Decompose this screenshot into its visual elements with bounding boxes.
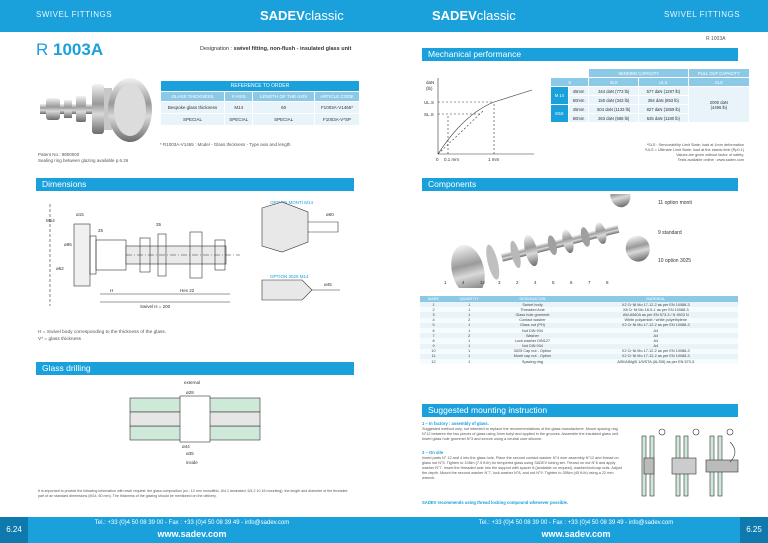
designation-label: Designation : [200, 46, 233, 52]
perf-cell: 150 daN (343 lb) [589, 96, 638, 105]
chart-y-unit: daN [426, 80, 435, 85]
comp-cell: Contact washer [491, 318, 573, 323]
mount-step2-title: 2 – On site [422, 450, 444, 455]
dimensions-drawing [40, 196, 356, 324]
comp-cell: 3025 Cap nut - Option [491, 349, 573, 354]
perf-cell: 263 daN (588 lb) [589, 114, 638, 123]
dim-label: 25 [98, 228, 104, 233]
designation [200, 46, 351, 52]
perf-note: Tests available online : www.sadev.com [677, 158, 744, 162]
comp-num: 3 [498, 280, 501, 285]
chart-uls-label: UL.S [424, 100, 435, 105]
comp-cell: AW-6060A as per EN 573-3 / N 4503 N [574, 312, 738, 317]
dim-label: ø45 [324, 282, 332, 287]
comp-cell: X8 Cr Ni Mo 18-5-1 as per EN 10088-3 [574, 307, 738, 312]
dimensions-section-bar: Dimensions [36, 178, 354, 191]
comp-cell: 1 [447, 307, 491, 312]
comp-col-mark: MARK [420, 296, 447, 302]
mount-step2-text: Insert parts N° 12 and 4 into the glass hole. Place the second contact washer N°4 over assembly N°12 and thread on glass nut N°5. Tighten to 10Nm (7.5 ft.lb) for tempered glass using SADEV tubing set. Thread on nut N°6 and apply washer N°7. Insert the threaded axle into the support with spacer 8 (available on request), washer/lock/cap nuts. Adjust the depth. Mount the second washer N°7, lock washer N°8, and nut N°9. Tighten to 35Nm (45 ft.lb) using a 22 mm wrench. [422, 456, 622, 480]
comp-col-qty: QUANTITY [447, 296, 491, 302]
pullout-value: 2000 daN [709, 99, 728, 105]
dim-label: H [110, 288, 114, 293]
comp-cell: White polyamide / white polyethylene [574, 318, 738, 323]
designation-value: swivel fitting, non-flush - insulated glass unit [233, 46, 352, 52]
chart-sls-label: SL.S [424, 112, 434, 117]
comp-cell: Swivel body [491, 302, 573, 307]
right-top-bar [384, 0, 768, 32]
left-top-bar [0, 0, 384, 32]
perf-sub: S [551, 78, 589, 87]
mount-step1-title: 1 – In factory : assembly of glass. [422, 421, 489, 426]
perf-cell: 45mm [568, 105, 589, 114]
comp-cell: A4 [574, 328, 738, 333]
brand-logo [432, 8, 516, 23]
comp-cell: 1 [447, 323, 491, 328]
perf-note: *ULS = Ultimate Limit State: load at the elastic limit (Rp0.1) [644, 148, 744, 152]
ref-code: R 1003A [706, 36, 726, 42]
perf-cell: M16 [551, 105, 569, 123]
drill-label: external [184, 380, 201, 385]
chart-x-tick2: 1 mm [488, 157, 500, 162]
ref-col-code: ARTICLE CODE [314, 92, 359, 102]
brand-bold: SADEV [260, 8, 305, 23]
comp-cell: Lock washer DIN127 [491, 338, 573, 343]
comp-cell: A4 [574, 333, 738, 338]
comp-cell: A4 [574, 338, 738, 343]
ref-cell: M14 [225, 102, 253, 114]
comp-cell: 4 [420, 318, 447, 323]
right-page [384, 0, 768, 543]
dim-label: Swivel H = 200 [140, 304, 171, 309]
comp-cell: 2 [420, 307, 447, 312]
perf-pullout-cell [688, 87, 749, 123]
comp-num: 6 [570, 280, 573, 285]
perf-cell: 45mm [568, 87, 589, 96]
website-link[interactable]: www.sadev.com [157, 529, 227, 539]
sealing-note: Sealing ring between glazing available p.6.26 [38, 158, 129, 163]
comp-cell: 7 [420, 333, 447, 338]
comp-num: 2 [516, 280, 519, 285]
comp-label-3025: 10 option 3025 [658, 258, 692, 264]
comp-cell: 1 [447, 328, 491, 333]
website-link[interactable]: www.sadev.com [541, 529, 611, 539]
comp-cell: 1 [447, 338, 491, 343]
dim-label: 35 [156, 222, 162, 227]
performance-table [550, 68, 750, 123]
reference-table [160, 80, 360, 126]
product-title [36, 40, 103, 60]
comp-label-standard: 9 standard [658, 230, 682, 236]
contact-line: Tel.: +33 (0)4 50 08 39 00 - Fax : +33 (0)4 50 08 39 49 - info@sadev.com [94, 520, 290, 526]
title-prefix: R [36, 40, 49, 59]
perf-sub: SLS [589, 78, 638, 87]
perf-cell: 504 daN (1133 lb) [589, 105, 638, 114]
comp-cell: 1 [447, 344, 491, 349]
drill-label: ø28 [186, 390, 194, 395]
ref-cell: SPECIAL [225, 114, 253, 126]
bottom-note: It is important to provide the following information with each request: the glass composition (ex.: 10 mm monolithic, 6/4.1 laminated, 6/4.2 10 16 mounting), the length and diameter of the threaded part of an standard dimensions (M14, 60 mm). The thickness of the glazing should be mentioned on the delivery. [38, 489, 348, 498]
comp-cell: X2 Cr Ni Mo 17-12-2 as per EN 10088-3 [574, 354, 738, 359]
mounting-section-bar: Suggested mounting instruction [422, 404, 738, 417]
title-number: 1003A [53, 40, 104, 59]
perf-note: Values are given without factor of safety. [676, 153, 744, 157]
comp-cell: Washer [491, 333, 573, 338]
chart-y-unit2: (lb) [426, 86, 433, 91]
perf-cell: 384 daN (853 lb) [638, 96, 688, 105]
ref-cell: F1003A-V1465* [314, 102, 359, 114]
option-monti-label: OPTION MONTI M14 [270, 200, 314, 205]
perf-empty [551, 69, 589, 78]
components-table-body [420, 302, 738, 364]
option-3025-label: OPTION 3025 M14 [270, 274, 309, 279]
glass-drilling-section-bar: Glass drilling [36, 362, 354, 375]
drill-label: ø35 [186, 451, 194, 456]
comp-cell: 11 [420, 354, 447, 359]
pullout-lb: (4496 lb) [710, 104, 728, 110]
chart-x-origin: 0 [436, 157, 439, 162]
ref-cell: Bespoke glass thickness [161, 102, 225, 114]
perf-sub: SLS [688, 78, 749, 87]
table-row [420, 359, 738, 364]
mount-recommend: SADEV recommends using thread locking compound whenever possible. [422, 500, 569, 505]
comp-cell: A4 [574, 344, 738, 349]
comp-cell: 1 [447, 302, 491, 307]
comp-cell: Glass nut (PH) [491, 323, 573, 328]
page-number: 6.24 [0, 517, 28, 543]
perf-cell: M 14 [551, 87, 569, 105]
dim-label: ø85 [64, 242, 72, 247]
page-number: 6.25 [740, 517, 768, 543]
perf-cell: 60mm [568, 114, 589, 123]
comp-cell: 1 [447, 354, 491, 359]
product-photo [38, 74, 156, 146]
comp-cell: Monti cap nut - Option [491, 354, 573, 359]
chart-x-tick1: 0.1 mm [444, 157, 460, 162]
right-bottom-bar [384, 517, 768, 543]
section-label: SWIVEL FITTINGS [664, 10, 741, 19]
table-row [161, 114, 360, 126]
comp-cell: X2 Cr Ni Mo 17-12-2 as per EN 10088-3 [574, 349, 738, 354]
comp-num: 7 [588, 280, 591, 285]
ref-col-axis: # AXIS [225, 92, 253, 102]
glass-drilling-drawing [120, 376, 270, 468]
comp-col-designation: DESIGNATION [491, 296, 573, 302]
dim-label: ø60 [326, 212, 334, 217]
perf-sub: ULS [638, 78, 688, 87]
ref-col-length: LENGTH OF THE AXIS [253, 92, 315, 102]
perf-head-pullout: PULL OUT CAPACITY [688, 69, 749, 78]
comp-col-material: MATERIAL [574, 296, 738, 302]
comp-num: 8 [606, 280, 609, 285]
perf-cell: 827 daN (1859 lb) [638, 105, 688, 114]
comp-cell: 3 [420, 312, 447, 317]
comp-cell: Nut DIN 934 [491, 344, 573, 349]
comp-cell: Spacing ring [491, 359, 573, 364]
load-deformation-chart [424, 74, 544, 162]
ref-cell: SPECIAL [253, 114, 315, 126]
comp-cell: 2 [447, 318, 491, 323]
comp-num: 4 [462, 280, 465, 285]
patent-note: Patent No.: 9800000 [38, 152, 80, 157]
comp-num: 12 [480, 280, 486, 285]
comp-num: 5 [552, 280, 555, 285]
comp-cell: Glass hole grommet [491, 312, 573, 317]
comp-cell: 12 [420, 359, 447, 364]
ref-cell: F1003A-V*SP [314, 114, 359, 126]
perf-cell: 344 daN (773 lb) [589, 87, 638, 96]
drill-label: ø44 [182, 444, 190, 449]
comp-cell: 9 [420, 344, 447, 349]
comp-cell: 1 [447, 359, 491, 364]
comp-cell: 1 [447, 349, 491, 354]
comp-cell: 2 [447, 333, 491, 338]
v-note: V* = glass thickness [38, 337, 82, 342]
components-exploded-view [434, 194, 664, 288]
comp-cell: Nut DIN 934 [491, 328, 573, 333]
comp-cell: AlSi/AlMgSi 1/5/STA (ALSI5) as per EN 573-3 [574, 359, 738, 364]
comp-cell: Threaded Axle [491, 307, 573, 312]
ref-cell: SPECIAL [161, 114, 225, 126]
dim-label: ø62 [56, 266, 64, 271]
comp-cell: X2 Cr Ni Mo 17-12-2 as per EN 10088-3 [574, 302, 738, 307]
contact-line: Tel.: +33 (0)4 50 08 39 00 - Fax : +33 (0)4 50 08 39 49 - info@sadev.com [478, 520, 674, 526]
mechanical-section-bar: Mechanical performance [422, 48, 738, 61]
comp-cell: 1 [447, 312, 491, 317]
comp-cell: 6 [420, 328, 447, 333]
dim-label: M14 [46, 218, 55, 223]
brand-light: classic [476, 8, 516, 23]
section-label: SWIVEL FITTINGS [36, 10, 113, 19]
mounting-diagram [636, 422, 746, 512]
perf-head-sending: SENDING CAPACITY [589, 69, 688, 78]
perf-cell: 525 daN (1180 lb) [638, 114, 688, 123]
comp-cell: 5 [420, 323, 447, 328]
brand-bold: SADEV [432, 8, 477, 23]
dim-label: ø15 [76, 212, 84, 217]
comp-cell: 10 [420, 349, 447, 354]
ref-col-glass: GLASS THICKNESS [161, 92, 225, 102]
left-bottom-bar [0, 517, 384, 543]
brand-logo [260, 8, 344, 23]
h-note: H = Swivel body corresponding to the thickness of the glass. [38, 330, 167, 335]
components-section-bar: Components [422, 178, 738, 191]
dim-label: Hex 22 [180, 288, 195, 293]
mount-step1-text: Suggested method only, not intended to replace the recommendations of the glass manufacturer. Mount spacing ring N°12 between the two pieces of glass using 3mm butyl and applied in the grooves. Assemble the insulated glass unit. Insert glass hole grommet N°3 and secure using a neutral cure silicone. [422, 427, 619, 441]
components-table [420, 296, 738, 364]
drill-label: inside [186, 460, 198, 465]
perf-cell: 577 daN (1297 lb) [638, 87, 688, 96]
perf-cell: 60mm [568, 96, 589, 105]
ref-cell: 60 [253, 102, 315, 114]
table-row [551, 87, 750, 96]
comp-num: 1 [444, 280, 447, 285]
comp-num: 4 [534, 280, 537, 285]
comp-label-monti: 11 option monti [658, 200, 692, 206]
ref-footnote: * R1003A-V1465 : Model - Glass thickness - Type axis and length [160, 142, 291, 147]
comp-cell: X2 Cr Ni Mo 17-12-2 as per EN 10088-3 [574, 323, 738, 328]
perf-note: *SLS : Serviceability Limit State: load at 1mm deformation [646, 143, 744, 147]
table-row [161, 102, 360, 114]
comp-cell: 1 [420, 302, 447, 307]
comp-cell: 8 [420, 338, 447, 343]
brand-light: classic [304, 8, 344, 23]
ref-table-heading: REFERENCE TO ORDER [161, 81, 360, 92]
